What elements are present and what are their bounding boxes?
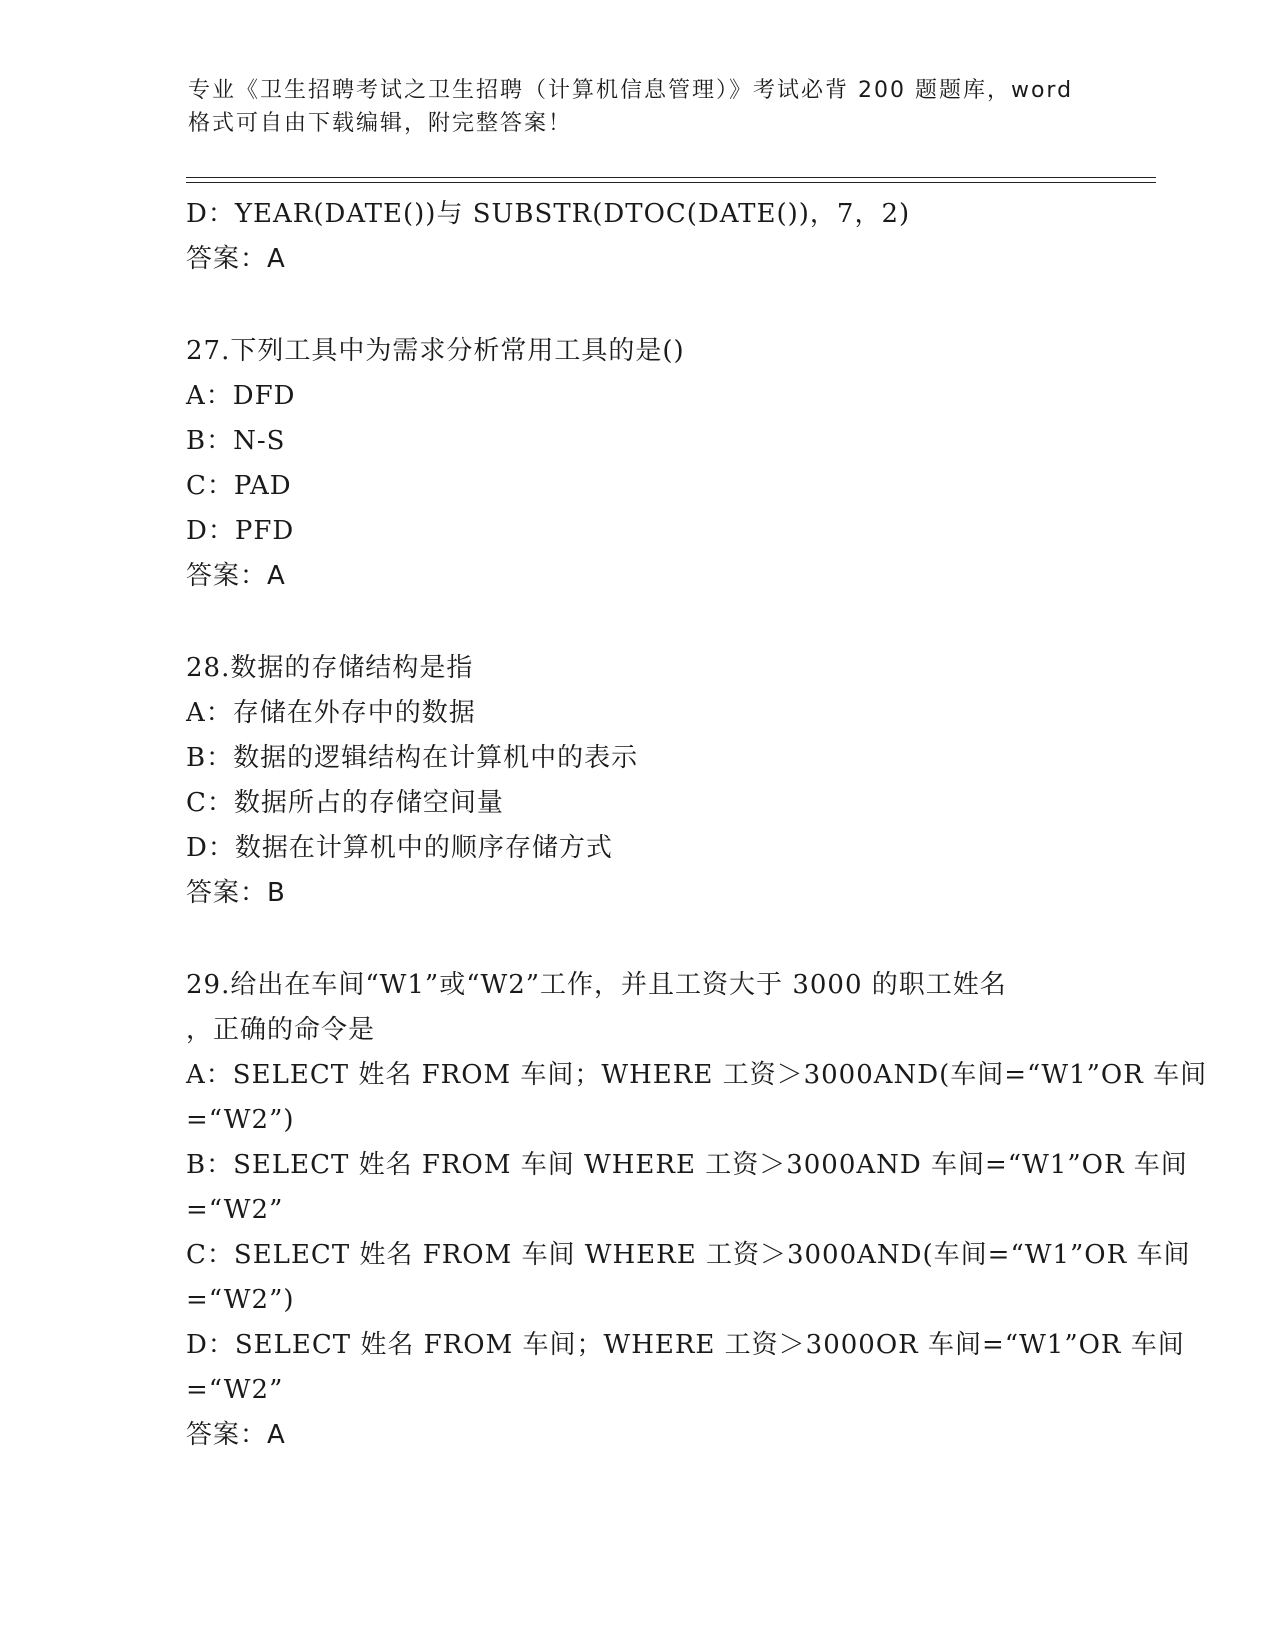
question-text: 28.数据的存储结构是指 (186, 653, 474, 683)
option-d-line-2: =“W2” (186, 1375, 284, 1405)
question-text-line-2: ，正确的命令是 (186, 1015, 376, 1045)
question-text-line-1: 29.给出在车间“W1”或“W2”工作，并且工资大于 3000 的职工姓名 (186, 970, 1007, 1000)
option-a: A：存储在外存中的数据 (186, 698, 476, 728)
question-26-tail (186, 192, 1086, 282)
question-text: 27.下列工具中为需求分析常用工具的是() (186, 336, 685, 366)
option-c: C：PAD (186, 471, 292, 501)
answer: 答案：B (186, 878, 286, 908)
option-b-line-2: =“W2” (186, 1195, 284, 1225)
option-a-line-1: A：SELECT 姓名 FROM 车间；WHERE 工资＞3000AND(车间=“W1”OR 车间 (186, 1060, 1208, 1090)
option-d: D：YEAR(DATE())与 SUBSTR(DTOC(DATE())，7，2) (186, 199, 911, 229)
option-b-line-1: B：SELECT 姓名 FROM 车间 WHERE 工资＞3000AND 车间=“W1”OR 车间 (186, 1150, 1188, 1180)
question-28 (186, 646, 1086, 916)
option-d: D：PFD (186, 516, 295, 546)
option-d: D：数据在计算机中的顺序存储方式 (186, 833, 613, 863)
option-a-line-2: =“W2”) (186, 1105, 295, 1135)
document-header (188, 74, 1088, 140)
option-b: B：数据的逻辑结构在计算机中的表示 (186, 743, 639, 773)
header-line-1: 专业《卫生招聘考试之卫生招聘（计算机信息管理）》考试必背 200 题题库，word (188, 78, 1074, 103)
option-b: B：N-S (186, 426, 286, 456)
option-c-line-2: =“W2”) (186, 1285, 295, 1315)
answer: 答案：A (186, 1420, 286, 1450)
question-27 (186, 329, 1086, 599)
option-d-line-1: D：SELECT 姓名 FROM 车间；WHERE 工资＞3000OR 车间=“W1”OR 车间 (186, 1330, 1185, 1360)
option-a: A：DFD (186, 381, 296, 411)
answer: 答案：A (186, 561, 286, 591)
question-29 (186, 963, 1208, 1458)
option-c: C：数据所占的存储空间量 (186, 788, 504, 818)
question-list (186, 192, 1208, 1458)
header-divider-top (186, 177, 1156, 178)
header-line-2: 格式可自由下载编辑，附完整答案！ (188, 111, 573, 136)
header-divider-bottom (186, 182, 1156, 183)
answer: 答案：A (186, 244, 286, 274)
option-c-line-1: C：SELECT 姓名 FROM 车间 WHERE 工资＞3000AND(车间=“W1”OR 车间 (186, 1240, 1191, 1270)
